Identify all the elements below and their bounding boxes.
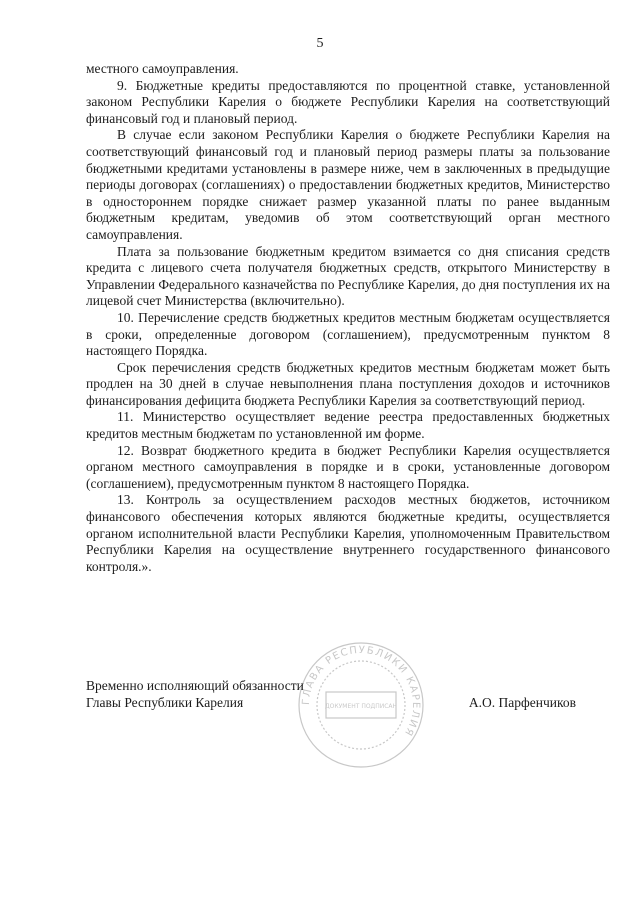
paragraph: 10. Перечисление средств бюджетных кредитов местным бюджетам осуществляется в сроки, определенные договором (соглашением), предусмотренным пунктом 8 настоящего Порядка. <box>86 309 610 359</box>
paragraph: В случае если законом Республики Карелия о бюджете Республики Карелия на соответствующий финансовый год и плановый период размеры платы за пользование бюджетными кредитами установлены в размере ниже, чем в заключенных в предыдущие периоды договорах (соглашениях) о предоставлении бюджетных кредитов, Министерство в одностороннем порядке снижает размер указанной платы по ранее выданным бюджетным кредитам, уведомив об этом соответствующий орган местного самоуправления. <box>86 127 610 242</box>
signatory-position-line1: Временно исполняющий обязанности <box>86 678 304 693</box>
paragraph: местного самоуправления. <box>86 61 239 76</box>
paragraph: 11. Министерство осуществляет ведение реестра предоставленных бюджетных кредитов местным бюджетам по установленной им форме. <box>86 409 610 442</box>
signature-block <box>86 677 610 717</box>
paragraph: 13. Контроль за осуществлением расходов местных бюджетов, источником финансового обеспечения которых являются бюджетные кредиты, осуществляется органом исполнительной власти Республики Карелия, уполномоченным Правительством Республики Карелия на осуществление внутреннего государственного финансового контроля.». <box>86 492 610 574</box>
paragraph: 9. Бюджетные кредиты предоставляются по процентной ставке, установленной законом Республики Карелия о бюджете Республики Карелия на соответствующий финансовый год и плановый период. <box>86 77 610 126</box>
paragraph: Плата за пользование бюджетным кредитом взимается со дня списания средств кредита с лицевого счета получателя бюджетных средств, открытого Министерству в Управлении Федерального казначейства по Республике Карелия, до дня поступления их на лицевой счет Министерства (включительно). <box>86 243 610 309</box>
document-body <box>86 61 610 575</box>
seal-inner-text: ДОКУМЕНТ ПОДПИСАН <box>324 703 398 710</box>
signatory-position-line2: Главы Республики Карелия <box>86 695 244 710</box>
paragraph: 12. Возврат бюджетного кредита в бюджет Республики Карелия осуществляется органом местного самоуправления в порядке и в сроки, установленные договором (соглашением), предусмотренным пунктом 8 настоящего Порядка. <box>86 442 610 491</box>
signatory-position <box>86 677 304 711</box>
page-number: 5 <box>316 36 324 51</box>
paragraph: Срок перечисления средств бюджетных кредитов местным бюджетам может быть продлен на 30 дней в случае невыполнения плана поступления доходов и источников финансирования дефицита бюджета Республики Карелия за соответствующий период. <box>86 359 610 408</box>
seal-outer-text: ГЛАВА РЕСПУБЛИКИ КАРЕЛИЯ <box>300 644 422 739</box>
signatory-name: А.О. Парфенчиков <box>468 695 576 710</box>
